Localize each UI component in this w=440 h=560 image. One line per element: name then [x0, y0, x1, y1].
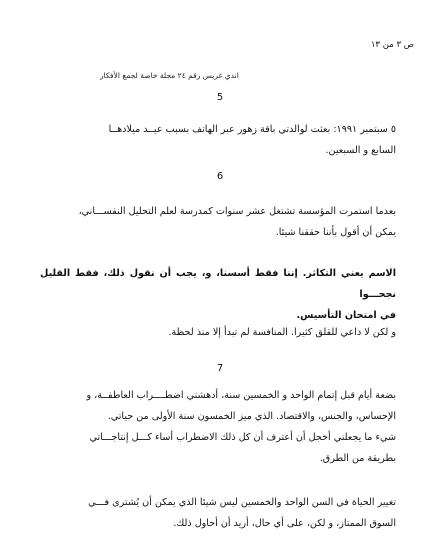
paragraph-line: يمكن أن أقول بأننا حققنا شيئا. — [275, 227, 396, 238]
paragraph-line: في امتحان التأسيس. — [296, 310, 396, 321]
paragraph-line: بطريقة من الطرق. — [319, 453, 396, 464]
section-number-7: 7 — [216, 363, 224, 374]
paragraph-6 — [40, 492, 396, 534]
paragraph-1 — [40, 119, 396, 161]
paragraph-3 — [40, 263, 396, 326]
paragraph-line: السابع و السبعين. — [325, 145, 396, 156]
section-number-5: 5 — [216, 92, 224, 103]
paragraph-line: ٥ سبتمبر ١٩٩١: بعثت لوالدتي باقة زهور عبر الهاتف بسبب عيــد ميلادهــا — [108, 124, 396, 135]
paragraph-line: بضعة أيام قبل إتمام الواحد و الخمسين سنة، أدهشني اضطــــراب العاطفــة، و — [86, 390, 396, 401]
paragraph-5 — [40, 385, 396, 469]
paragraph-line: الإحساس، والجنس، والاقتصاد. الذي ميز الخمسون سنة الأولى من حياتي. — [107, 411, 396, 422]
paragraph-line: شيء ما يجعلني أخجل أن أعترف أن كل ذلك الاضطراب أساء كـــل إنتاجـــاتي — [89, 432, 396, 443]
paragraph-line: الاسم يعني التكاثر. إننا فقط أسسنا، و، يجب أن نقول ذلك، فقط القليل نجحـــوا — [40, 268, 396, 300]
paragraph-line: السوق الممتاز، و لكن، على أي حال، أريد أن أحاول ذلك. — [173, 518, 396, 529]
paragraph-line: تغيير الحياة في السن الواحد والخمسين ليس شيئا الذي يمكن أن يُشترى فـــي — [88, 497, 396, 508]
paragraph-4 — [40, 322, 396, 343]
running-title: اندي غريس رقم ٢٤ مجلة خاصة لجمع الأفكار — [100, 71, 239, 80]
paragraph-line: و لكن لا داعي للقلق كثيرا. المنافسة لم تبدأ إلا منذ لحظة. — [168, 327, 396, 338]
section-number-6: 6 — [216, 171, 224, 182]
paragraph-line: بعدما استمرت المؤسسة تشتغل عشر سنوات كمدرسة لعلم التحليل النفســـاني، — [78, 206, 396, 217]
paragraph-2 — [40, 201, 396, 243]
page-number: ص ٣ من ١٣ — [370, 40, 414, 50]
